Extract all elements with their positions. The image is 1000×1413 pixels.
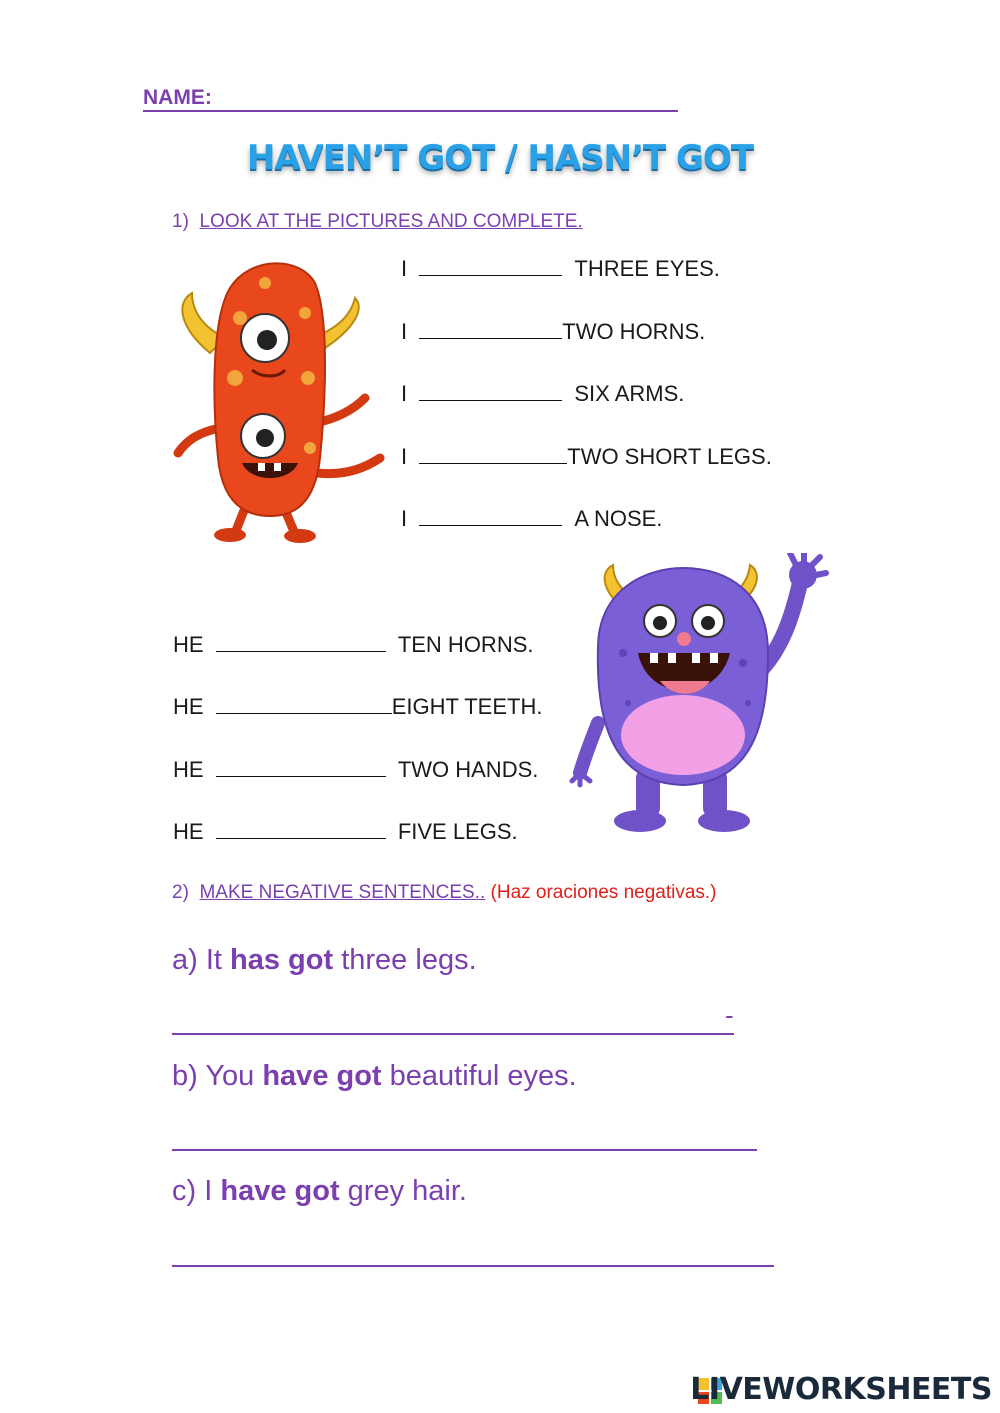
section-2-translation: (Haz oraciones negativas.) xyxy=(490,882,717,903)
answer-blank[interactable] xyxy=(419,445,567,464)
he-sentence-1: HE TEN HORNS. xyxy=(173,632,534,657)
worksheet-title: HAVEN’T GOT / HASN’T GOT xyxy=(246,138,754,178)
answer-blank[interactable] xyxy=(216,695,392,714)
answer-blank[interactable] xyxy=(419,257,562,276)
he-sentence-2: HE EIGHT TEETH. xyxy=(173,694,543,719)
answer-blank[interactable] xyxy=(419,320,562,339)
i-sentence-5: I A NOSE. xyxy=(401,506,663,531)
section-2-number: 2) xyxy=(172,882,189,903)
negative-sentence-a: a) It has got three legs. xyxy=(172,944,477,976)
answer-line-b[interactable] xyxy=(172,1149,757,1151)
trailing-mark: - xyxy=(725,1000,734,1030)
answer-blank[interactable] xyxy=(216,758,386,777)
i-sentence-2: I TWO HORNS. xyxy=(401,319,706,344)
he-sentence-4: HE FIVE LEGS. xyxy=(173,819,518,844)
section-2-heading xyxy=(172,882,717,904)
answer-blank[interactable] xyxy=(216,633,386,652)
name-input-line[interactable] xyxy=(222,110,678,112)
name-label: NAME: xyxy=(143,86,212,109)
i-sentence-1: I THREE EYES. xyxy=(401,256,720,281)
negative-sentence-c: c) I have got grey hair. xyxy=(172,1175,467,1207)
orange-monster-image xyxy=(170,258,385,543)
answer-blank[interactable] xyxy=(419,382,562,401)
answer-blank[interactable] xyxy=(419,507,562,526)
i-sentence-4: I TWO SHORT LEGS. xyxy=(401,444,772,469)
liveworksheets-brand: LIVEWORKSHEETS xyxy=(690,1372,992,1407)
i-sentence-3: I SIX ARMS. xyxy=(401,381,685,406)
section-1-instruction: LOOK AT THE PICTURES AND COMPLETE. xyxy=(199,211,583,232)
name-label-underline xyxy=(143,110,223,112)
answer-line-a[interactable] xyxy=(172,1033,734,1035)
section-2-instruction: MAKE NEGATIVE SENTENCES.. xyxy=(199,882,486,903)
section-1-number: 1) xyxy=(172,211,189,232)
purple-monster-image xyxy=(568,553,830,835)
negative-sentence-b: b) You have got beautiful eyes. xyxy=(172,1060,577,1092)
answer-line-c[interactable] xyxy=(172,1265,774,1267)
answer-blank[interactable] xyxy=(216,820,386,839)
he-sentence-3: HE TWO HANDS. xyxy=(173,757,539,782)
section-1-heading xyxy=(172,211,583,233)
